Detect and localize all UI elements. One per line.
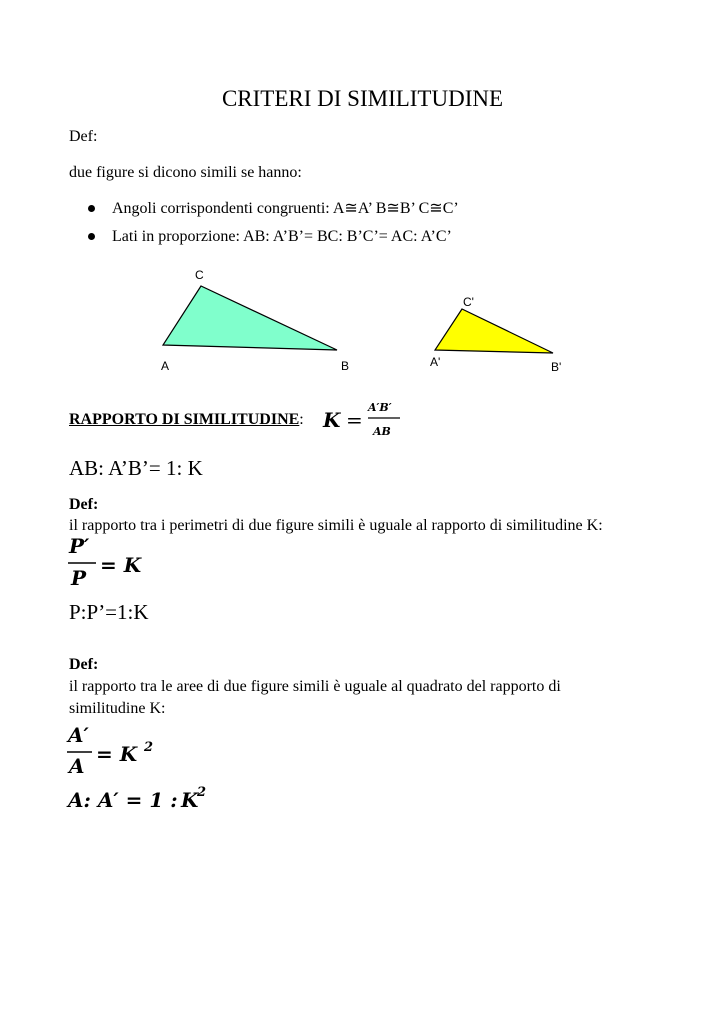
intro-text: due figure si dicono simili se hanno:: [69, 164, 302, 181]
def-label-area: Def:: [69, 656, 99, 673]
ratio-line-sides: AB: A’B’= 1: K: [69, 456, 203, 480]
vertex-label-a: A: [161, 359, 170, 373]
vertex-label-c-prime: C': [463, 295, 474, 309]
page-title: CRITERI DI SIMILITUDINE: [221, 86, 504, 111]
formula-k-symbol: K: [323, 408, 341, 432]
vertex-label-b: B: [341, 359, 350, 373]
bullet-text-angles: Angoli corrispondenti congruenti: A≅A’ B≅B’ C≅C’: [112, 200, 459, 217]
def-label-perimeter: Def:: [69, 496, 99, 513]
ratio-line-perimeter: P:P’=1:K: [69, 600, 149, 624]
def-label-1: Def:: [69, 128, 98, 145]
vertex-label-a-prime: A': [430, 355, 441, 369]
area-exponent: 2: [144, 740, 154, 755]
area-ratio-k: K: [181, 788, 199, 812]
formula-k-numerator: A′B′: [368, 401, 392, 414]
perimeter-equals-k: = K: [100, 553, 142, 577]
area-equals-k: = K: [96, 742, 138, 766]
formula-k-equals: =: [346, 408, 363, 432]
perimeter-def-text: il rapporto tra i perimetri di due figure simili è uguale al rapporto di similitudine K:: [69, 517, 603, 534]
ratio-heading-colon: :: [299, 411, 304, 428]
area-def-text-line1: il rapporto tra le aree di due figure simili è uguale al quadrato del rapporto di: [69, 678, 561, 695]
bullet-text-sides: Lati in proporzione: AB: A’B’= BC: B’C’= AC: A’C’: [112, 228, 452, 245]
vertex-label-c: C: [195, 268, 204, 282]
perimeter-numerator: P′: [69, 534, 90, 558]
vertex-label-b-prime: B': [551, 360, 562, 374]
area-ratio-exponent: 2: [197, 785, 207, 800]
formula-k-denominator: AB: [373, 425, 391, 438]
area-denominator: A: [69, 754, 85, 778]
perimeter-denominator: P: [71, 566, 87, 590]
ratio-heading-label: RAPPORTO DI SIMILITUDINE: [69, 411, 300, 428]
area-numerator: A′: [68, 723, 89, 747]
area-def-text-line2: similitudine K:: [69, 700, 166, 717]
area-ratio-lhs: A: A′ = 1 :: [68, 788, 178, 812]
